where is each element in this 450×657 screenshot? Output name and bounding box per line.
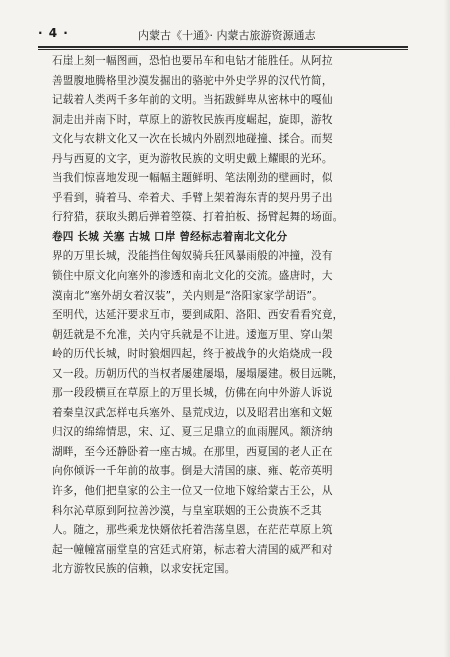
text-line: 至明代，达延汗要求互市，要到咸阳、洛阳、西安看看究竟， xyxy=(52,309,344,322)
page-number: · 4 · xyxy=(38,26,69,40)
text-line: 朝廷就是不允准，关内守兵就是不让进。逶迤万里、穿山架 xyxy=(52,328,333,341)
body-text xyxy=(52,52,404,580)
text-line: 向你倾诉一千年前的故事。倒是大清国的康、雍、乾帝英明 xyxy=(52,465,333,478)
text-line: 人。随之，那些乘龙快婿依托着浩荡皇恩，在茫茫草原上筑 xyxy=(52,524,333,537)
text-line: 许多，他们把皇家的公主一位又一位地下嫁给蒙古王公，从 xyxy=(52,485,333,498)
text-line: 那一段段横亘在草原上的万里长城，仿佛在向中外游人诉说 xyxy=(52,387,333,400)
text-line: 记载着人类两千多年前的文明。当拓跋鲜卑从密林中的嘎仙 xyxy=(52,94,333,107)
text-line: 善盟腹地腾格里沙漠发掘出的骆驼中外史学界的汉代竹简， xyxy=(52,74,333,87)
text-line: 湖畔，至今还静卧着一座古城。在那里，西夏国的老人正在 xyxy=(52,445,333,458)
section-heading-line: 卷四 长城 关塞 古城 口岸 曾经标志着南北文化分 xyxy=(52,230,288,243)
text-line: 锁住中原文化向塞外的渗透和南北文化的交流。盛唐时，大 xyxy=(52,270,333,283)
text-line: 石崖上刻一幅图画，恐怕也要吊车和电钻才能胜任。从阿拉 xyxy=(52,55,333,67)
text-line: 科尔沁草原到阿拉善沙漠，与皇室联姻的王公贵族不乏其 xyxy=(52,504,322,517)
text-line: 又一段。历朝历代的当权者屡建屡塌，屡塌屡建。极目远眺， xyxy=(52,367,344,380)
text-line: 洞走出并南下时，草原上的游牧民族再度崛起，旋即，游牧 xyxy=(52,113,333,126)
scan-edge-shadow xyxy=(444,0,450,657)
text-line: 岭的历代长城，时时狼烟四起，终于被战争的火焰烧成一段 xyxy=(52,348,333,361)
text-line: 乎看到，骑着马、牵着犬、手臂上架着海东青的契丹男子出 xyxy=(52,191,333,204)
header-rule xyxy=(38,46,408,48)
text-line: 文化与农耕文化又一次在长城内外剧烈地碰撞、揉合。而契 xyxy=(52,133,333,146)
text-line: 着秦皇汉武怎样屯兵塞外、垦荒戍边，以及昭君出塞和文姬 xyxy=(52,406,333,419)
text-line: 当我们惊喜地发现一幅幅主题鲜明、笔法刚劲的壁画时，似 xyxy=(52,172,333,185)
page-header xyxy=(38,26,408,44)
text-line: 起一幢幢富丽堂皇的宫廷式府第，标志着大清国的威严和对 xyxy=(52,543,333,556)
text-line: 归汉的绵绵情思，宋、辽、夏三足鼎立的血雨腥风。额济纳 xyxy=(52,426,333,439)
running-title: 内蒙古《十通》· 内蒙古旅游资源通志 xyxy=(138,29,316,42)
text-line: 漠南北“塞外胡女着汉装”，关内则是“洛阳家家学胡语”。 xyxy=(52,289,324,302)
text-line: 行狩猎，获取头鹅后弹着箜篌、打着拍板、扬臂起舞的场面。 xyxy=(52,211,344,224)
text-line: 丹与西夏的文字，更为游牧民族的文明史戴上耀眼的光环。 xyxy=(52,152,333,165)
text-line: 北方游牧民族的信赖，以求安抚定国。 xyxy=(52,563,236,576)
header-rule-thin xyxy=(38,49,408,50)
text-line: 界的万里长城，没能挡住匈奴骑兵狂风暴雨般的冲撞，没有 xyxy=(52,250,333,263)
